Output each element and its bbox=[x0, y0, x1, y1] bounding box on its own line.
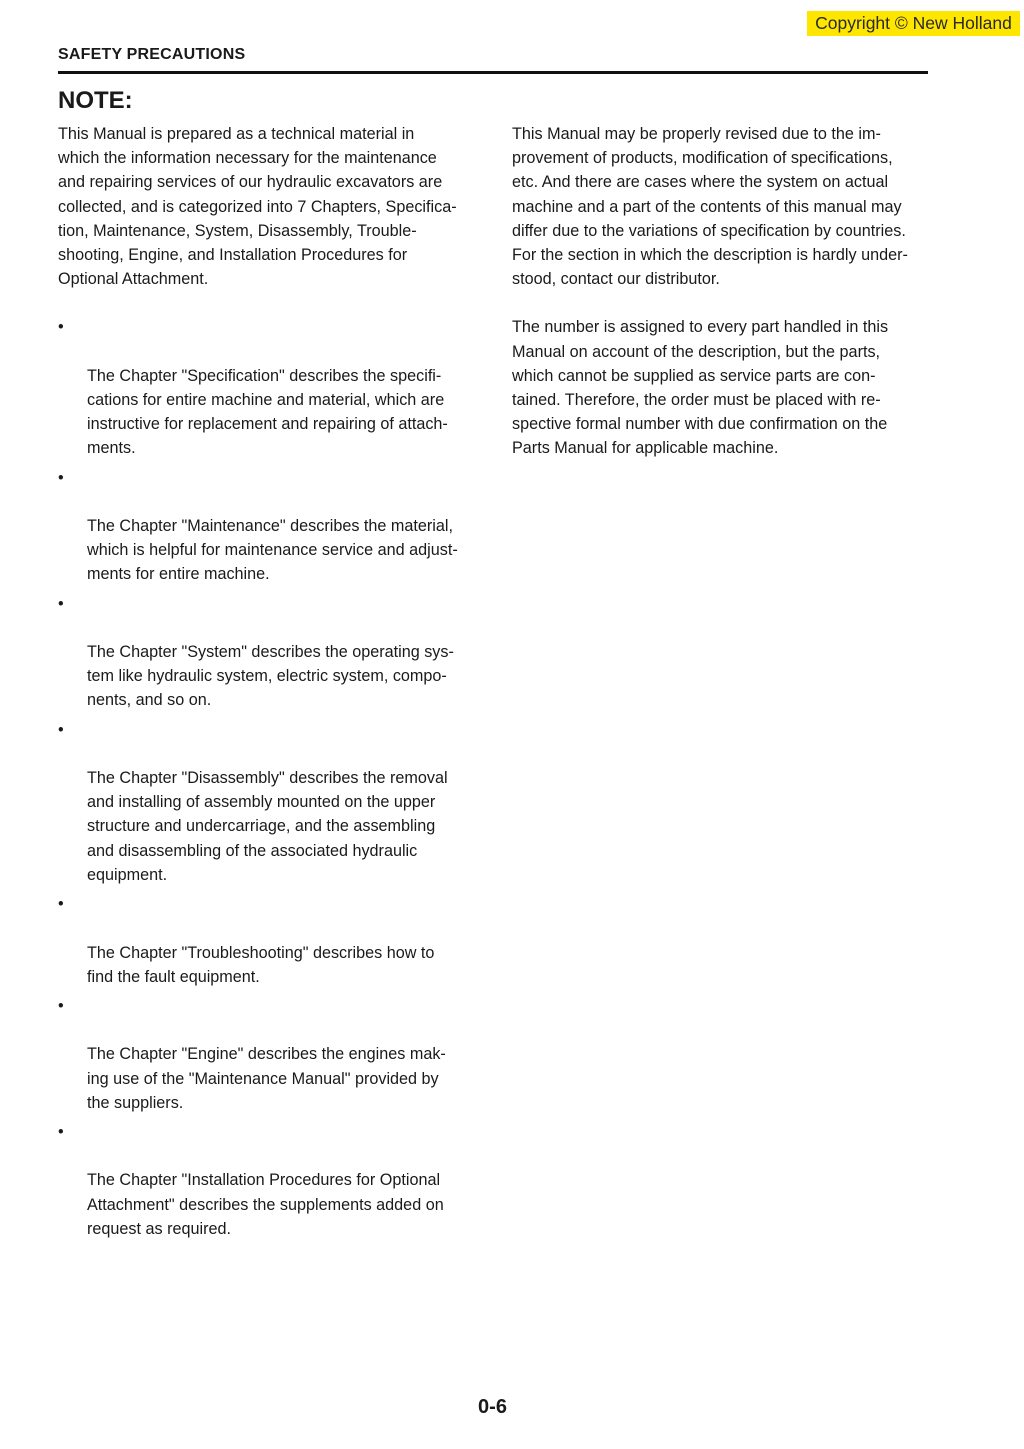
chapter-list bbox=[58, 315, 478, 1241]
note-heading: NOTE: bbox=[58, 87, 133, 114]
chapter-item-text: The Chapter "Installation Procedures for Optional Attachment" describes the supplements added on request as required. bbox=[87, 1171, 444, 1238]
section-title: SAFETY PRECAUTIONS bbox=[58, 46, 246, 63]
page-number: 0-6 bbox=[478, 1396, 507, 1418]
bullet-marker: • bbox=[58, 318, 64, 337]
paragraph-spacer bbox=[512, 291, 932, 315]
bullet-marker: • bbox=[58, 1122, 64, 1141]
chapter-item-text: The Chapter "System" describes the operating sys- tem like hydraulic system, electric system, compo- nents, and so on. bbox=[87, 643, 454, 710]
chapter-item-engine bbox=[58, 994, 478, 1115]
chapter-item-text: The Chapter "Disassembly" describes the removal and installing of assembly mounted on the upper structure and undercarriage, and the assembling and disassembling of the associated hydraulic equipment. bbox=[87, 769, 448, 884]
chapter-item-text: The Chapter "Specification" describes the specifi- cations for entire machine and material, which are instructive for replacement and repairing of attach- ments. bbox=[87, 366, 448, 458]
paragraph-spacer bbox=[58, 291, 478, 315]
bullet-marker: • bbox=[58, 594, 64, 613]
chapter-item-text: The Chapter "Troubleshooting" describes how to find the fault equipment. bbox=[87, 943, 435, 986]
bullet-marker: • bbox=[58, 996, 64, 1015]
chapter-item-specification bbox=[58, 315, 478, 460]
chapter-item-installation bbox=[58, 1120, 478, 1241]
intro-paragraph: This Manual is prepared as a technical material in which the information necessary for the maintenance and repairing services of our hydraulic excavators are collected, and is categorized into 7 Chapters, Specifica- tion, Maintenance, System, Disassembly, Trouble- shooting, Engine, and Installation Procedures for Optional Attachment. bbox=[58, 125, 457, 289]
left-column bbox=[58, 122, 478, 1246]
chapter-item-system bbox=[58, 592, 478, 713]
copyright-banner: Copyright © New Holland bbox=[807, 11, 1020, 36]
bullet-marker: • bbox=[58, 720, 64, 739]
bullet-marker: • bbox=[58, 895, 64, 914]
revision-paragraph: This Manual may be properly revised due to the im- provement of products, modification of specifications, etc. And there are cases where the system on actual machine and a part of the contents of this manual may differ due to the variations of specification by countries. For the section in which the description is hardly under- stood, contact our distributor. bbox=[512, 125, 908, 289]
chapter-item-text: The Chapter "Maintenance" describes the material, which is helpful for maintenance service and adjust- ments for entire machine. bbox=[87, 517, 458, 584]
chapter-item-disassembly bbox=[58, 718, 478, 887]
parts-number-paragraph: The number is assigned to every part handled in this Manual on account of the description, but the parts, which cannot be supplied as service parts are con- tained. Therefore, the order must be placed with re- spective formal number with due confirmation on the Parts Manual for applicable machine. bbox=[512, 318, 889, 458]
right-column bbox=[512, 122, 932, 461]
chapter-item-text: The Chapter "Engine" describes the engines mak- ing use of the "Maintenance Manual" provided by the suppliers. bbox=[87, 1045, 446, 1112]
chapter-item-maintenance bbox=[58, 466, 478, 587]
bullet-marker: • bbox=[58, 468, 64, 487]
chapter-item-troubleshooting bbox=[58, 892, 478, 989]
header-divider bbox=[58, 71, 928, 74]
